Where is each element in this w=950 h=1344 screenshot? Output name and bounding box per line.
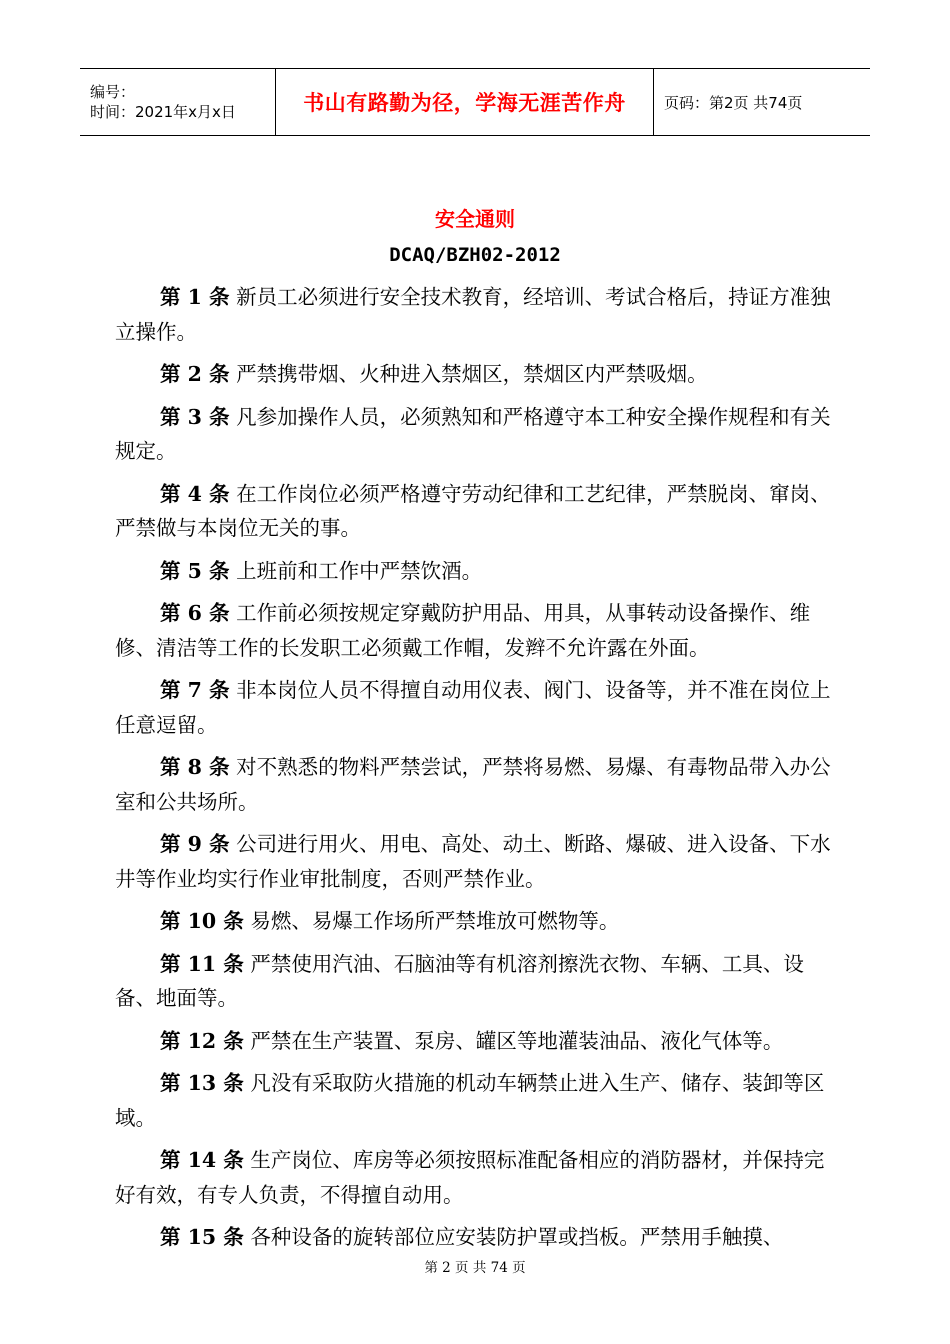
- article-number: 第 7 条: [160, 678, 230, 702]
- article-text: 在工作岗位必须严格遵守劳动纪律和工艺纪律，严禁脱岗、窜岗、严禁做与本岗位无关的事。: [115, 481, 831, 540]
- article-text: 新员工必须进行安全技术教育，经培训、考试合格后，持证方准独立操作。: [115, 285, 831, 344]
- article-text: 公司进行用火、用电、高处、动土、断路、爆破、进入设备、下水井等作业均实行作业审批制度，否则严禁作业。: [115, 832, 831, 891]
- article-text: 严禁使用汽油、石脑油等有机溶剂擦洗衣物、车辆、工具、设备、地面等。: [115, 951, 804, 1010]
- document-code: DCAQ/BZH02-2012: [389, 244, 561, 266]
- article: [115, 1143, 835, 1212]
- article-text: 凡参加操作人员，必须熟知和严格遵守本工种安全操作规程和有关规定。: [115, 404, 831, 463]
- article-number: 第 9 条: [160, 832, 230, 856]
- article: [115, 400, 835, 469]
- time-line: 时间：2021年x月x日: [90, 103, 236, 121]
- article: [115, 357, 835, 392]
- article-text: 严禁携带烟、火种进入禁烟区，禁烟区内严禁吸烟。: [236, 362, 708, 386]
- header-page-info: 页码：第2页 共74页: [664, 93, 803, 112]
- number-label: 编号：: [90, 83, 136, 101]
- page-footer: 第 2 页 共 74 页: [424, 1260, 526, 1276]
- article: [115, 673, 835, 742]
- article-number: 第 12 条: [160, 1028, 244, 1053]
- article-text: 严禁在生产装置、泵房、罐区等地灌装油品、液化气体等。: [250, 1028, 784, 1053]
- article-number: 第 5 条: [160, 558, 230, 583]
- article-text: 非本岗位人员不得擅自动用仪表、阀门、设备等，并不准在岗位上任意逗留。: [115, 678, 831, 737]
- header-motto: 书山有路勤为径，学海无涯苦作舟: [303, 91, 626, 115]
- article: [115, 750, 835, 819]
- article-number: 第 1 条: [160, 285, 230, 309]
- article: [115, 1024, 835, 1059]
- article-text: 各种设备的旋转部位应安装防护罩或挡板。严禁用手触摸、: [250, 1225, 784, 1249]
- article: [115, 1220, 835, 1255]
- article-number: 第 3 条: [160, 404, 230, 429]
- article-text: 工作前必须按规定穿戴防护用品、用具，从事转动设备操作、维修、清洁等工作的长发职工必须戴工作帽，发辫不允许露在外面。: [115, 601, 811, 660]
- article: [115, 904, 835, 939]
- article: [115, 596, 835, 665]
- header-page-info-cell: [654, 69, 870, 135]
- article-number: 第 11 条: [160, 951, 244, 976]
- article: [115, 827, 835, 896]
- article-number: 第 8 条: [160, 755, 230, 779]
- article: [115, 1066, 835, 1135]
- article-text: 对不熟悉的物料严禁尝试，严禁将易燃、易爆、有毒物品带入办公室和公共场所。: [115, 755, 831, 814]
- article-number: 第 14 条: [160, 1148, 244, 1172]
- document-title: 安全通则: [435, 207, 515, 231]
- article-number: 第 4 条: [160, 481, 230, 506]
- document-body: [115, 280, 835, 1263]
- article-number: 第 10 条: [160, 909, 244, 933]
- page-header: [80, 68, 870, 136]
- header-motto-cell: [276, 69, 654, 135]
- article-number: 第 2 条: [160, 362, 230, 386]
- article: [115, 554, 835, 589]
- article: [115, 947, 835, 1016]
- article-text: 上班前和工作中严禁饮酒。: [236, 558, 483, 583]
- article-text: 易燃、易爆工作场所严禁堆放可燃物等。: [250, 909, 620, 933]
- article-number: 第 15 条: [160, 1225, 244, 1249]
- header-meta: [80, 69, 276, 135]
- article: [115, 280, 835, 349]
- article-text: 凡没有采取防火措施的机动车辆禁止进入生产、储存、装卸等区域。: [115, 1071, 825, 1130]
- article-text: 生产岗位、库房等必须按照标准配备相应的消防器材，并保持完好有效，有专人负责，不得擅自动用。: [115, 1148, 825, 1207]
- article-number: 第 6 条: [160, 601, 230, 625]
- article: [115, 477, 835, 546]
- article-number: 第 13 条: [160, 1071, 244, 1095]
